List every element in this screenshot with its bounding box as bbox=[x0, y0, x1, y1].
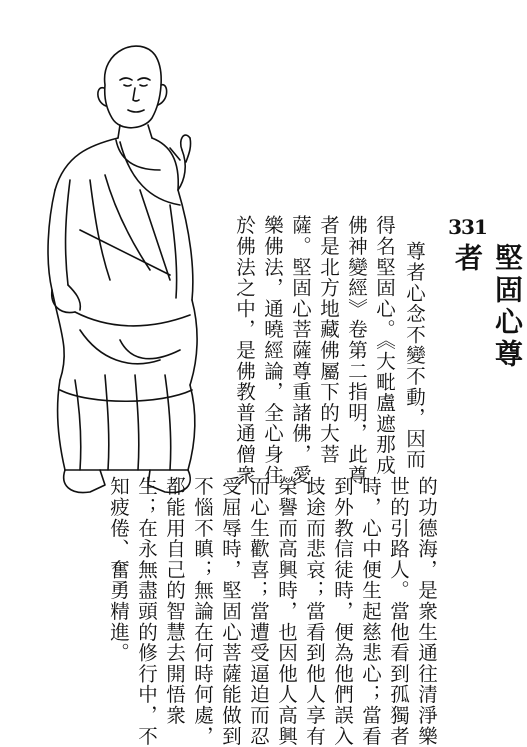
upper-column-6: 樂佛法，通曉經論，全心身住 bbox=[261, 215, 284, 486]
lower-column-5: 歧途而悲哀；當看到他人享有 bbox=[303, 476, 326, 747]
upper-column-4: 者是北方地藏佛屬下的大菩 bbox=[317, 215, 340, 465]
lower-column-7: 而心生歡喜；當遭受逼迫而忍 bbox=[247, 476, 270, 747]
lower-column-3: 時，心中便生起慈悲心；當看 bbox=[359, 476, 382, 747]
upper-column-7: 於佛法之中，是佛教普通僧衆 bbox=[233, 215, 256, 486]
lower-column-4: 到外教信徒時，便為他們誤入 bbox=[331, 476, 354, 747]
upper-column-5: 薩。堅固心菩薩尊重諸佛，愛 bbox=[289, 215, 312, 486]
entry-name: 堅固心尊者 bbox=[451, 243, 524, 371]
upper-column-3: 佛神變經》卷第二指明，此尊 bbox=[345, 215, 368, 486]
entry-title bbox=[445, 215, 524, 395]
lower-column-6: 榮譽而高興時，也因他人高興 bbox=[275, 476, 298, 747]
lower-column-1: 的功德海，是衆生通往清淨樂 bbox=[415, 476, 438, 747]
upper-column-2: 得名堅固心。《大毗盧遮那成 bbox=[373, 215, 396, 476]
arhat-illustration bbox=[20, 30, 220, 510]
lower-column-11: 生；在永無盡頭的修行中，不 bbox=[135, 476, 158, 747]
lower-column-9: 不惱不瞋；無論在何時何處， bbox=[191, 476, 214, 747]
lower-column-2: 世的引路人。當他看到孤獨者 bbox=[387, 476, 410, 747]
upper-column-1: 尊者心念不變不動，因而 bbox=[403, 241, 426, 470]
lower-column-12: 知疲倦、奮勇精進。 bbox=[107, 476, 130, 664]
lower-column-10: 都能用自己的智慧去開悟衆 bbox=[163, 476, 186, 726]
entry-number: 331 bbox=[448, 215, 487, 239]
head-outline bbox=[105, 46, 162, 128]
lower-column-8: 受屈辱時，堅固心菩薩能做到 bbox=[219, 476, 242, 747]
